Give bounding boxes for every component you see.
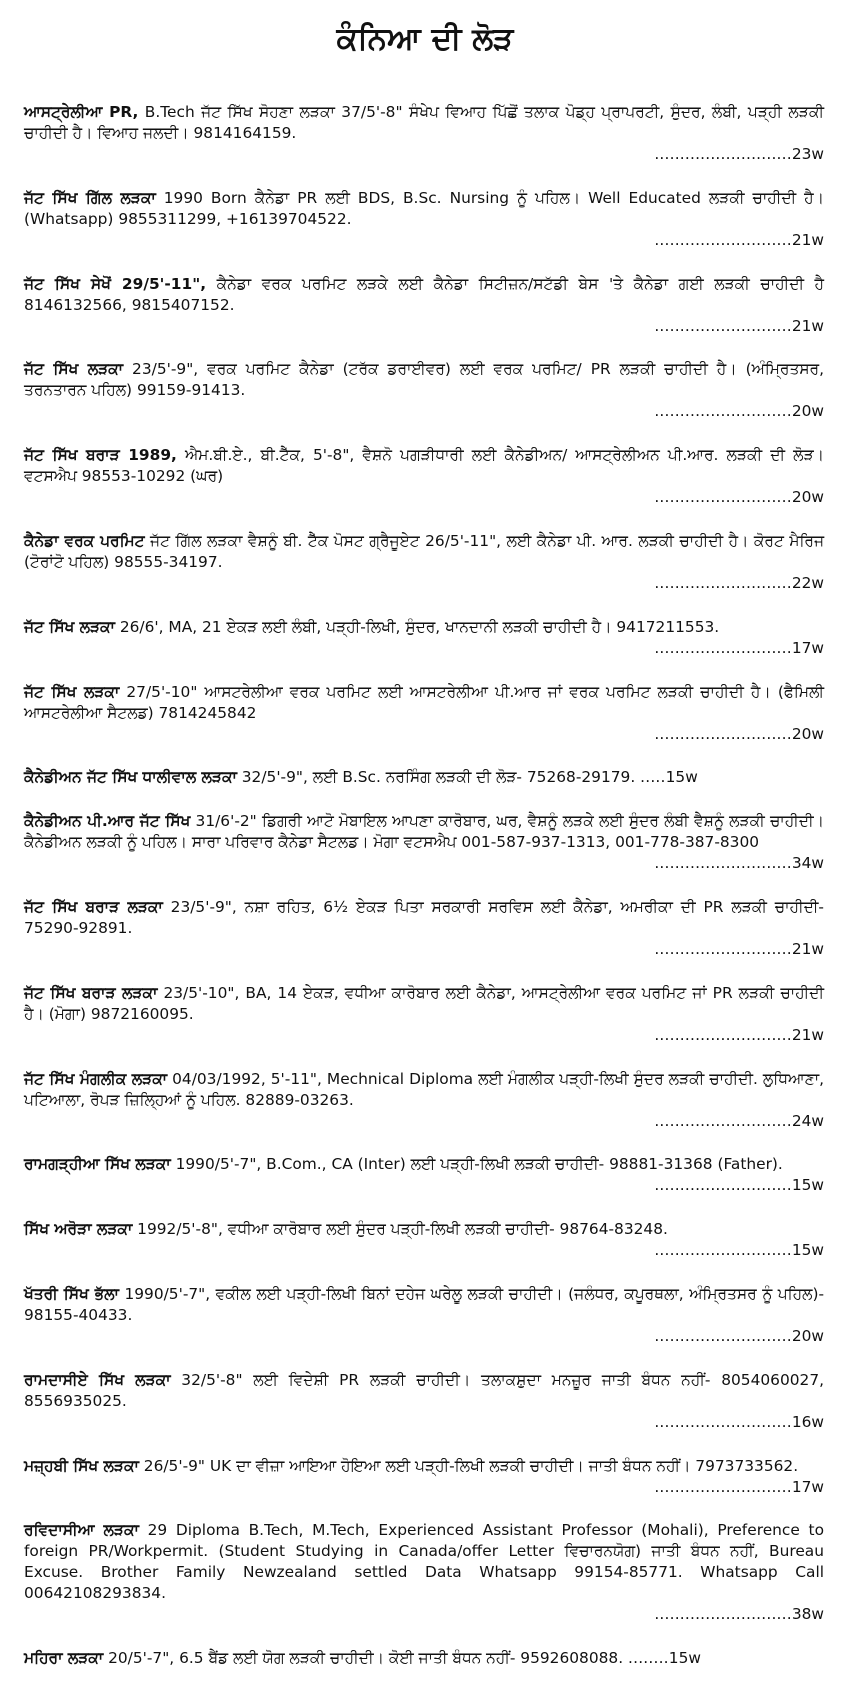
ad-item (24, 445, 824, 508)
ad-item (24, 983, 824, 1046)
ad-code: 20w (791, 402, 824, 421)
ad-code-line: ...........................20w (654, 1326, 824, 1345)
ad-body: ਜੱਟ ਗਿੱਲ ਲੜਕਾ ਵੈਸ਼ਨੂੰ ਬੀ. ਟੈੱਕ ਪੋਸਟ ਗ੍ਰੈਜੂਏਟ 26/5'-11", ਲਈ ਕੈਨੇਡਾ ਪੀ. ਆਰ. ਲੜਕੀ ਚਾਹੀਦੀ ਹੈ। ਕੋਰਟ ਮੈਰਿਜ (ਟੋਰਾਂਟੋ ਪਹਿਲ) 98555-34197. (24, 531, 824, 571)
ad-code-line: ...........................21w (654, 230, 824, 249)
ad-heading: ਆਸਟ੍ਰੇਲੀਆ PR, (24, 103, 139, 121)
ad-code-line: ...........................22w (654, 573, 824, 592)
ad-code-line: ...........................24w (654, 1111, 824, 1130)
ad-item (24, 682, 824, 745)
ad-code: 17w (791, 1477, 824, 1496)
ad-code-line: ...........................15w (654, 1176, 824, 1195)
ad-item (24, 1154, 824, 1196)
ad-code: 24w (791, 1111, 824, 1130)
classified-ads-list (24, 102, 824, 1692)
ad-item (24, 767, 824, 788)
ad-item (24, 1648, 824, 1669)
ad-code: 20w (791, 488, 824, 507)
ad-item (24, 274, 824, 337)
ad-item (24, 1520, 824, 1625)
ad-code: 23w (791, 145, 824, 163)
ad-body: 27/5'-10" ਆਸਟਰੇਲੀਆ ਵਰਕ ਪਰਮਿਟ ਲਈ ਆਸਟਰੇਲੀਆ ਪੀ.ਆਰ ਜਾਂ ਵਰਕ ਪਰਮਿਟ ਲੜਕੀ ਚਾਹੀਦੀ ਹੈ। (ਫੈਮਿਲੀ ਆਸਟਰੇਲੀਆ ਸੈਟਲਡ) 7814245842 (24, 682, 824, 722)
ad-body: 1992/5'-8", ਵਧੀਆ ਕਾਰੋਬਾਰ ਲਈ ਸੁੰਦਰ ਪੜ੍ਹੀ-ਲਿਖੀ ਲੜਕੀ ਚਾਹੀਦੀ- 98764-83248. (132, 1220, 668, 1239)
ad-code-line: .....15w (640, 768, 698, 787)
ad-code: 34w (791, 854, 824, 873)
ad-code: 16w (791, 1412, 824, 1431)
ad-code-line: ...........................20w (654, 402, 824, 421)
ad-item (24, 531, 824, 594)
ad-item (24, 1219, 824, 1261)
ad-code-line: ...........................21w (654, 1025, 824, 1044)
ad-code-line: ...........................20w (654, 488, 824, 507)
ad-code-line: ...........................34w (654, 854, 824, 873)
ad-body: 26/5'-9" UK ਦਾ ਵੀਜ਼ਾ ਆਇਆ ਹੋਇਆ ਲਈ ਪੜ੍ਹੀ-ਲਿਖੀ ਲੜਕੀ ਚਾਹੀਦੀ। ਜਾਤੀ ਬੰਧਨ ਨਹੀਂ। 7973733562. (138, 1456, 799, 1475)
ad-item (24, 102, 824, 165)
ad-body: 20/5'-7", 6.5 ਬੈਂਡ ਲਈ ਯੋਗ ਲੜਕੀ ਚਾਹੀਦੀ। ਕੋਈ ਜਾਤੀ ਬੰਧਨ ਨਹੀਂ- 9592608088. (103, 1649, 624, 1668)
ad-body: 1990/5'-7", ਵਕੀਲ ਲਈ ਪੜ੍ਹੀ-ਲਿਖੀ ਬਿਨਾਂ ਦਹੇਜ ਘਰੇਲੂ ਲੜਕੀ ਚਾਹੀਦੀ। (ਜਲੰਧਰ, ਕਪੂਰਥਲਾ, ਅੰਮ੍ਰਿਤਸਰ ਨੂੰ ਪਹਿਲ)- 98155-40433. (24, 1284, 825, 1324)
ad-heading: ਰਵਿਦਾਸੀਆ ਲੜਕਾ (24, 1521, 139, 1540)
ad-body: ਐਮ.ਬੀ.ਏ., ਬੀ.ਟੈੱਕ, 5'-8", ਵੈਸ਼ਨੋ ਪਗੜੀਧਾਰੀ ਲਈ ਕੈਨੇਡੀਅਨ/ ਆਸਟ੍ਰੇਲੀਅਨ ਪੀ.ਆਰ. ਲੜਕੀ ਦੀ ਲੋੜ। ਵਟਸਐਪ 98553-10292 (ਘਰ) (24, 446, 824, 486)
ad-code: 17w (791, 638, 824, 657)
ad-heading: ਜੱਟ ਸਿੱਖ ਸੇਖੋਂ 29/5'-11", (24, 274, 207, 293)
ad-code: 21w (791, 1025, 824, 1044)
ad-code: 22w (791, 573, 824, 592)
ad-code-line: ...........................20w (654, 724, 824, 743)
ad-body: 32/5'-8" ਲਈ ਵਿਦੇਸ਼ੀ PR ਲੜਕੀ ਚਾਹੀਦੀ। ਤਲਾਕਸ਼ੁਦਾ ਮਨਜ਼ੂਰ ਜਾਤੀ ਬੰਧਨ ਨਹੀਂ- 8054060027, 8556935025. (24, 1370, 825, 1410)
ad-item (24, 617, 824, 659)
ad-code: 38w (791, 1605, 824, 1624)
ad-code-line: ...........................16w (654, 1412, 824, 1431)
ad-item (24, 1284, 824, 1347)
ad-code-line: ...........................17w (654, 1477, 824, 1496)
ad-heading: ਰਾਮਦਾਸੀਏ ਸਿੱਖ ਲੜਕਾ (24, 1370, 171, 1389)
ad-heading: ਜੱਟ ਸਿੱਖ ਲੜਕਾ (24, 360, 124, 379)
ad-code-line: ...........................15w (654, 1241, 824, 1260)
ad-code: 21w (791, 939, 824, 958)
ad-body: 23/5'-9", ਨਸ਼ਾ ਰਹਿਤ, 6½ ਏਕੜ ਪਿਤਾ ਸਰਕਾਰੀ ਸਰਵਿਸ ਲਈ ਕੈਨੇਡਾ, ਅਮਰੀਕਾ ਦੀ PR ਲੜਕੀ ਚਾਹੀਦੀ- 75290-92891. (24, 897, 824, 937)
ad-item (24, 1456, 824, 1498)
ad-body: 23/5'-10", BA, 14 ਏਕੜ, ਵਧੀਆ ਕਾਰੋਬਾਰ ਲਈ ਕੈਨੇਡਾ, ਆਸਟ੍ਰੇਲੀਆ ਵਰਕ ਪਰਮਿਟ ਜਾਂ PR ਲੜਕੀ ਚਾਹੀਦੀ ਹੈ। (ਮੋਗਾ) 9872160095. (24, 983, 824, 1023)
ad-heading: ਕੈਨੇਡਾ ਵਰਕ ਪਰਮਿਟ (24, 531, 145, 550)
ad-heading: ਮਹਿਰਾ ਲੜਕਾ (24, 1649, 104, 1668)
ad-code: 21w (791, 316, 824, 335)
ad-item (24, 811, 824, 874)
ad-heading: ਜੱਟ ਸਿੱਖ ਗਿੱਲ ਲੜਕਾ (24, 188, 156, 207)
ad-body: 29 Diploma B.Tech, M.Tech, Experienced Assistant Professor (Mohali), Preference to foreign PR/Workpermit. (Student Studying in Canada/offer Letter ਵਿਚਾਰਨਯੋਗ) ਜਾਤੀ ਬੰਧਨ ਨਹੀਂ, Bureau Excuse. Brother Family Newzealand settled Data Whatsapp 99154-85771. Whatsapp Call 00642108293834. (24, 1521, 825, 1603)
ad-code: 15w (791, 1176, 824, 1195)
ad-code: 15w (665, 768, 698, 787)
ad-heading: ਕੈਨੇਡੀਅਨ ਪੀ.ਆਰ ਜੱਟ ਸਿੱਖ (24, 812, 191, 831)
ad-body: 04/03/1992, 5'-11", Mechnical Diploma ਲਈ ਮੰਗਲੀਕ ਪੜ੍ਹੀ-ਲਿਖੀ ਸੁੰਦਰ ਲੜਕੀ ਚਾਹੀਦੀ. ਲੁਧਿਆਣਾ, ਪਟਿਆਲਾ, ਰੋਪੜ ਜ਼ਿਲ੍ਹਿਆਂ ਨੂੰ ਪਹਿਲ. 82889-03263. (24, 1069, 824, 1109)
ad-code-line: ...........................21w (654, 939, 824, 958)
ad-body: B.Tech ਜੱਟ ਸਿੱਖ ਸੋਹਣਾ ਲੜਕਾ 37/5'-8" ਸੰਖੇਪ ਵਿਆਹ ਪਿੱਛੋਂ ਤਲਾਕ ਪੋਡ੍ਹ ਪ੍ਰਾਪਰਟੀ, ਸੁੰਦਰ, ਲੰਬੀ, ਪੜ੍ਹੀ ਲੜਕੀ ਚਾਹੀਦੀ ਹੈ। ਵਿਆਹ ਜਲਦੀ। 9814164159. (24, 103, 824, 142)
ad-body: 23/5'-9", ਵਰਕ ਪਰਮਿਟ ਕੈਨੇਡਾ (ਟਰੱਕ ਡਰਾਈਵਰ) ਲਈ ਵਰਕ ਪਰਮਿਟ/ PR ਲੜਕੀ ਚਾਹੀਦੀ ਹੈ। (ਅੰਮ੍ਰਿਤਸਰ, ਤਰਨਤਾਰਨ ਪਹਿਲ) 99159-91413. (24, 360, 824, 400)
ad-code-line: ...........................23w (654, 145, 824, 163)
ad-heading: ਜੱਟ ਸਿੱਖ ਬਰਾੜ ਲੜਕਾ (24, 983, 158, 1002)
ad-heading: ਜੱਟ ਸਿੱਖ ਲੜਕਾ (24, 617, 115, 636)
ad-code-line: ........15w (628, 1649, 701, 1668)
ad-body: ਕੈਨੇਡਾ ਵਰਕ ਪਰਮਿਟ ਲੜਕੇ ਲਈ ਕੈਨੇਡਾ ਸਿਟੀਜ਼ਨ/ਸਟੱਡੀ ਬੇਸ 'ਤੇ ਕੈਨੇਡਾ ਗਈ ਲੜਕੀ ਚਾਹੀਦੀ ਹੈ 8146132566, 9815407152. (24, 274, 825, 314)
ad-item (24, 359, 824, 422)
ad-body: 1990/5'-7", B.Com., CA (Inter) ਲਈ ਪੜ੍ਹੀ-ਲਿਖੀ ਲੜਕੀ ਚਾਹੀਦੀ- 98881-31368 (Father). (170, 1155, 783, 1174)
ad-body: 1990 Born ਕੈਨੇਡਾ PR ਲਈ BDS, B.Sc. Nursing ਨੂੰ ਪਹਿਲ। Well Educated ਲੜਕੀ ਚਾਹੀਦੀ ਹੈ। (Whatsapp) 9855311299, +16139704522. (24, 188, 824, 228)
ad-heading: ਮਜ਼੍ਹਬੀ ਸਿੱਖ ਲੜਕਾ (24, 1456, 139, 1475)
ad-heading: ਜੱਟ ਸਿੱਖ ਬਰਾੜ 1989, (24, 446, 177, 465)
ad-heading: ਜੱਟ ਸਿੱਖ ਬਰਾੜ ਲੜਕਾ (24, 897, 163, 916)
ad-item (24, 897, 824, 960)
ad-item (24, 1370, 824, 1433)
ad-body: 32/5'-9", ਲਈ B.Sc. ਨਰਸਿੰਗ ਲੜਕੀ ਦੀ ਲੋੜ- 75268-29179. (236, 768, 636, 787)
ad-code: 20w (791, 724, 824, 743)
ad-heading: ਸਿੱਖ ਅਰੋੜਾ ਲੜਕਾ (24, 1220, 133, 1239)
ad-code-line: ...........................38w (654, 1605, 824, 1624)
ad-code: 21w (791, 230, 824, 249)
ad-code-line: ...........................21w (654, 316, 824, 335)
ad-heading: ਖੱਤਰੀ ਸਿੱਖ ਭੱਲਾ (24, 1284, 119, 1303)
ad-heading: ਜੱਟ ਸਿੱਖ ਮੰਗਲੀਕ ਲੜਕਾ (24, 1069, 168, 1088)
ad-body: 26/6', MA, 21 ਏਕੜ ਲਈ ਲੰਬੀ, ਪੜ੍ਹੀ-ਲਿਖੀ, ਸੁੰਦਰ, ਖਾਨਦਾਨੀ ਲੜਕੀ ਚਾਹੀਦੀ ਹੈ। 9417211553. (114, 617, 720, 636)
ad-heading: ਰਾਮਗੜ੍ਹੀਆ ਸਿੱਖ ਲੜਕਾ (24, 1155, 171, 1174)
page-title: ਕੰਨਿਆ ਦੀ ਲੋੜ (336, 21, 514, 57)
ad-code: 15w (791, 1241, 824, 1260)
ad-code: 15w (668, 1649, 701, 1668)
ad-code-line: ...........................17w (654, 638, 824, 657)
ad-code: 20w (791, 1326, 824, 1345)
ad-item (24, 1069, 824, 1132)
ad-heading: ਕੈਨੇਡੀਅਨ ਜੱਟ ਸਿੱਖ ਧਾਲੀਵਾਲ ਲੜਕਾ (24, 768, 237, 787)
ad-body: 31/6'-2" ਡਿਗਰੀ ਆਟੋ ਮੋਬਾਇਲ ਆਪਣਾ ਕਾਰੋਬਾਰ, ਘਰ, ਵੈਸ਼ਨੂੰ ਲੜਕੇ ਲਈ ਸੁੰਦਰ ਲੰਬੀ ਵੈਸ਼ਨੂੰ ਲੜਕੀ ਚਾਹੀਦੀ। ਕੈਨੇਡੀਅਨ ਲੜਕੀ ਨੂੰ ਪਹਿਲ। ਸਾਰਾ ਪਰਿਵਾਰ ਕੈਨੇਡਾ ਸੈਟਲਡ। ਮੋਗਾ ਵਟਸਐਪ 001-587-937-1313, 001-778-387-8300 (24, 812, 824, 852)
ad-item (24, 188, 824, 251)
ad-heading: ਜੱਟ ਸਿੱਖ ਲੜਕਾ (24, 682, 120, 701)
